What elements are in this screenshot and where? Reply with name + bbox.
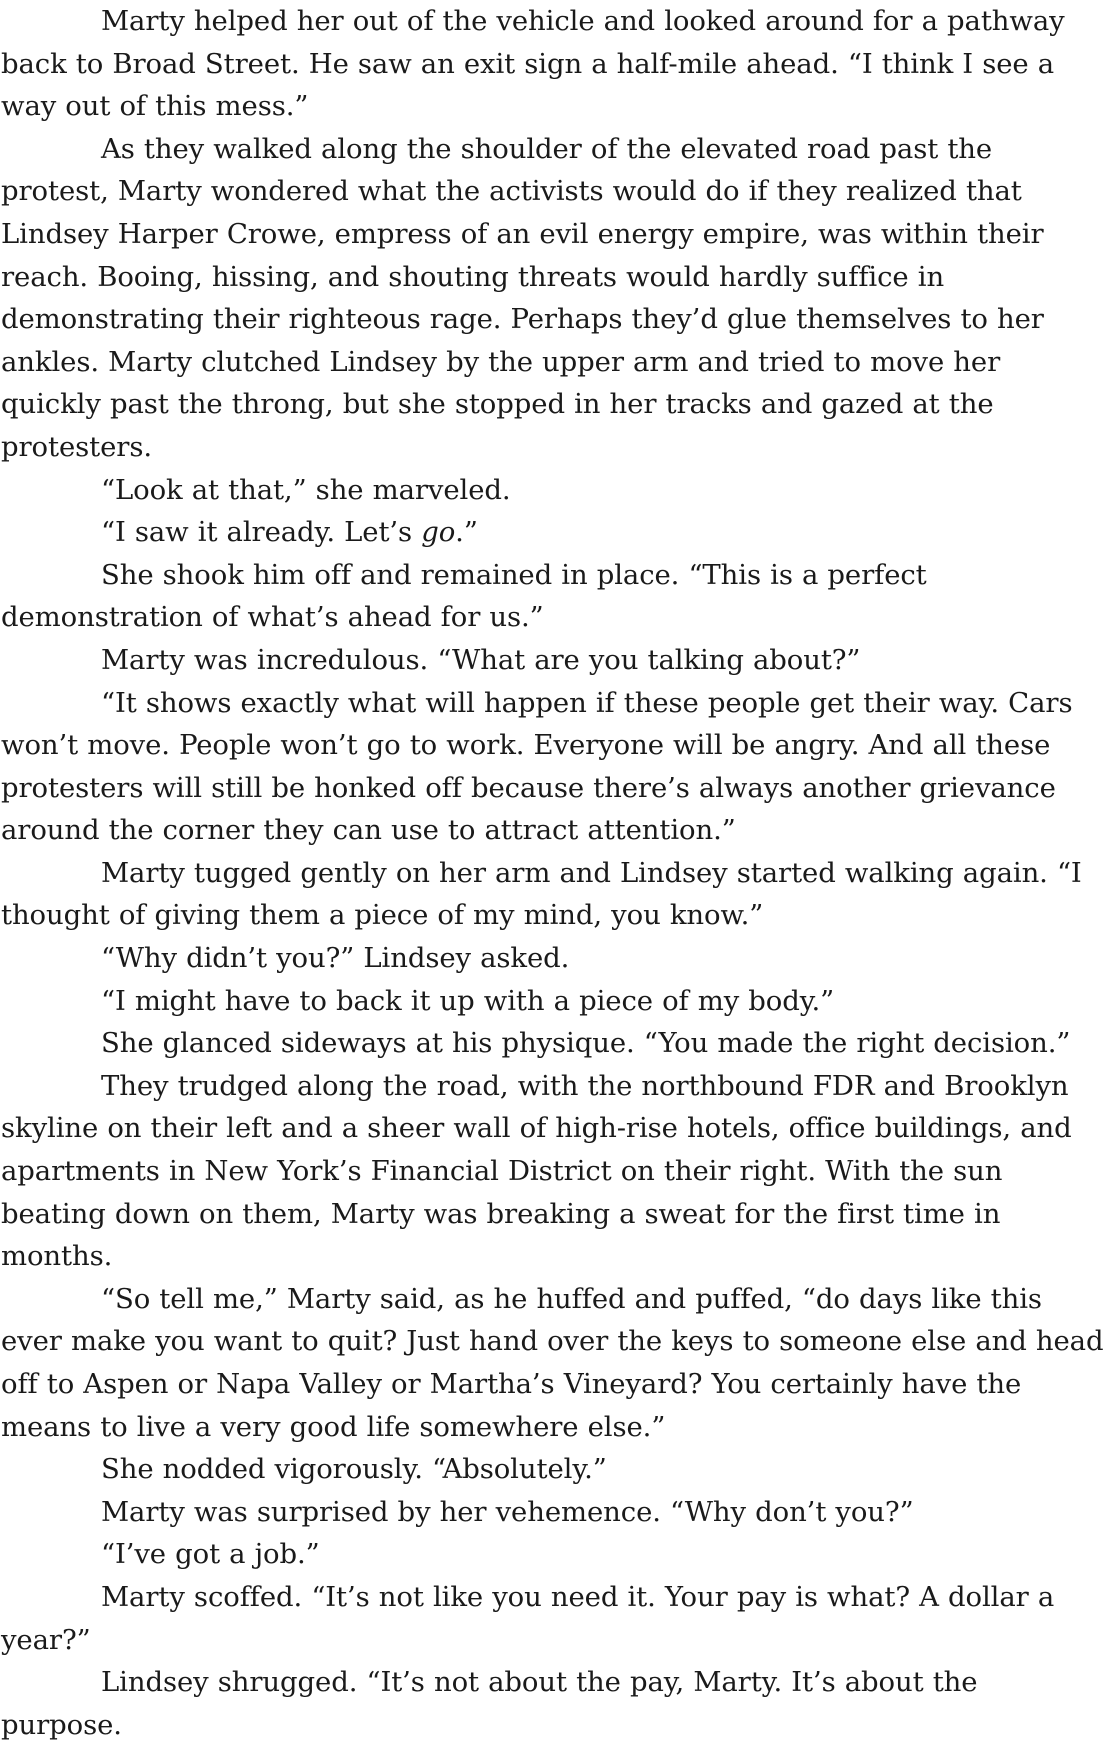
paragraph: Lindsey shrugged. “It’s not about the pay, Marty. It’s about the purpose. xyxy=(1,1666,978,1741)
paragraph: Marty was surprised by her vehemence. “Why don’t you?” xyxy=(101,1495,914,1528)
paragraph: “I’ve got a job.” xyxy=(101,1538,320,1571)
paragraph: She nodded vigorously. “Absolutely.” xyxy=(101,1453,607,1486)
paragraph: “It shows exactly what will happen if these people get their way. Cars won’t move. People won’t go to work. Everyone will be angry. And all these protesters will still be honked off because there’s always another grievance around the corner they can use to attract attention.” xyxy=(1,686,1073,847)
paragraph: Marty helped her out of the vehicle and looked around for a pathway back to Broad Street. He saw an exit sign a half-mile ahead. “I think I see a way out of this mess.” xyxy=(1,5,1065,123)
emphasized-text: go xyxy=(421,516,456,549)
paragraph-text: “I saw it already. Let’s xyxy=(101,516,422,549)
paragraph-text: .” xyxy=(455,516,478,549)
paragraph: Marty was incredulous. “What are you talking about?” xyxy=(101,643,861,676)
paragraph: “Look at that,” she marveled. xyxy=(101,473,511,506)
paragraph xyxy=(1,511,1105,554)
paragraph: “I might have to back it up with a piece of my body.” xyxy=(101,984,835,1017)
paragraph: “So tell me,” Marty said, as he huffed and puffed, “do days like this ever make you want to quit? Just hand over the keys to someone else and head off to Aspen or Napa Valley or Martha’s Vineyard? You certainly have the means to live a very good life somewhere else.” xyxy=(1,1282,1104,1443)
paragraph: As they walked along the shoulder of the elevated road past the protest, Marty wondered what the activists would do if they realized that Lindsey Harper Crowe, empress of an evil energy empire, was within their reach. Booing, hissing, and shouting threats would hardly suffice in demonstrating their righteous rage. Perhaps they’d glue themselves to her ankles. Marty clutched Lindsey by the upper arm and tried to move her quickly past the throng, but she stopped in her tracks and gazed at the protesters. xyxy=(1,132,1044,463)
paragraph: “Why didn’t you?” Lindsey asked. xyxy=(101,942,570,975)
paragraph: Marty scoffed. “It’s not like you need it. Your pay is what? A dollar a year?” xyxy=(1,1580,1055,1656)
paragraph: Marty tugged gently on her arm and Lindsey started walking again. “I thought of giving them a piece of my mind, you know.” xyxy=(1,856,1082,932)
paragraph: She shook him off and remained in place. “This is a perfect demonstration of what’s ahead for us.” xyxy=(1,558,927,634)
paragraph: She glanced sideways at his physique. “You made the right decision.” xyxy=(101,1027,1071,1060)
paragraph: They trudged along the road, with the northbound FDR and Brooklyn skyline on their left and a sheer wall of high-rise hotels, office buildings, and apartments in New York’s Financial District on their right. With the sun beating down on them, Marty was breaking a sweat for the first time in months. xyxy=(1,1069,1072,1273)
